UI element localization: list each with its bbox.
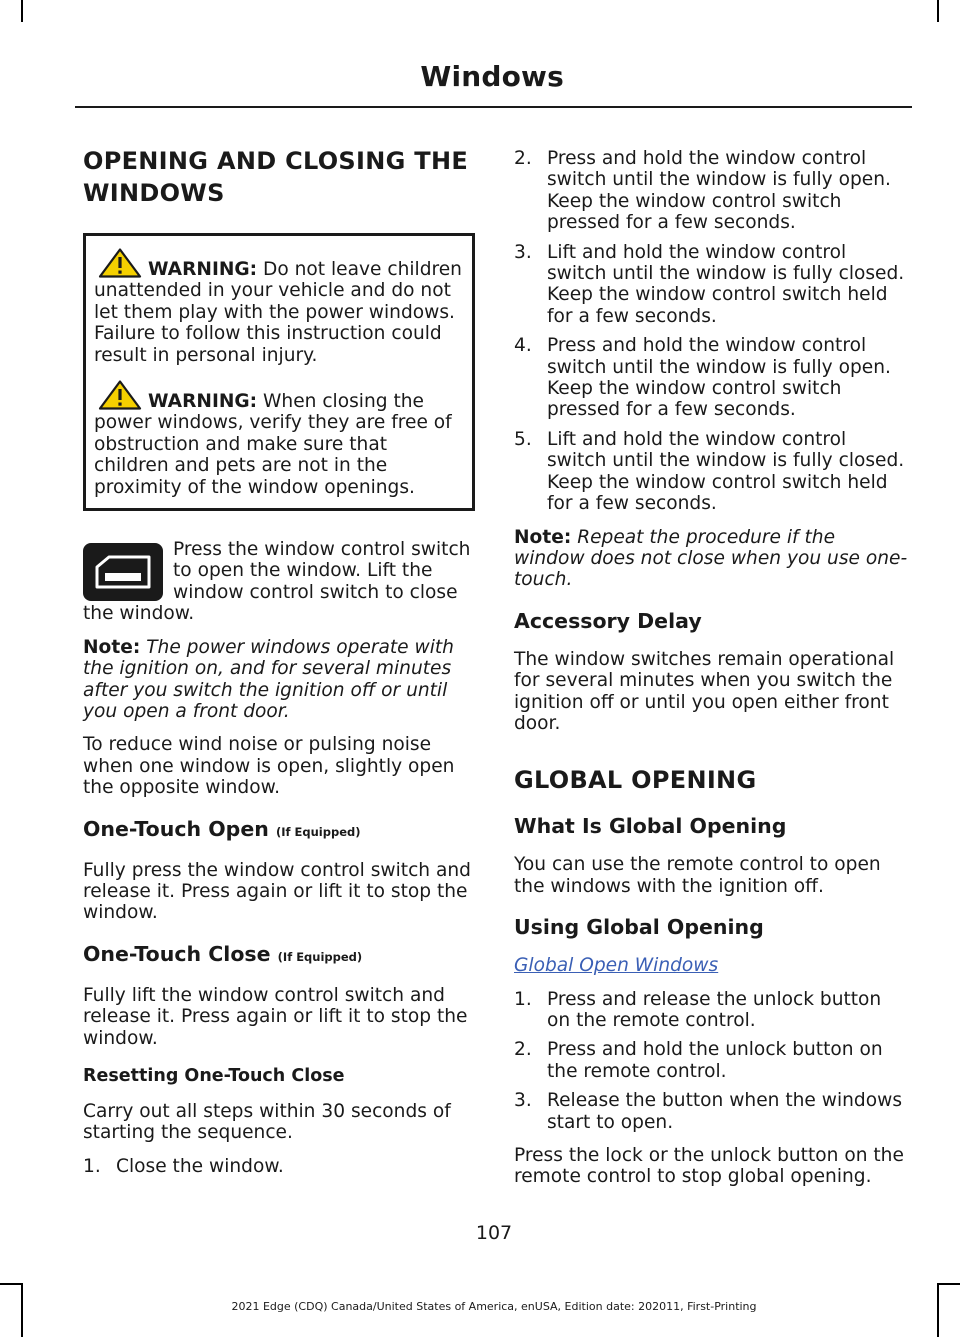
step-text: Release the button when the windows start to open. <box>547 1090 903 1133</box>
note-2-text: Repeat the procedure if the window does not close when you use one-touch. <box>514 526 908 591</box>
accessory-delay-paragraph: The window switches remain operational for several minutes when you switch the ignition off or until you open either front door. <box>514 648 895 734</box>
step-text: Lift and hold the window control switch until the window is fully closed. Keep the window control switch held for a few seconds. <box>547 428 905 515</box>
list-item <box>514 1039 910 1082</box>
page-number: 107 <box>475 1222 513 1244</box>
list-item <box>514 335 910 421</box>
footer-edition-text: 2021 Edge (CDQ) Canada/United States of America, enUSA, Edition date: 202011, First-Printing <box>231 1300 757 1313</box>
warning-1-label: WARNING: <box>148 259 258 280</box>
header-rule <box>75 106 912 108</box>
crop-mark-top-left <box>21 0 23 22</box>
one-touch-open-paragraph: Fully press the window control switch and release it. Press again or lift it to stop the window. <box>83 859 471 924</box>
note-2-label: Note: <box>514 526 572 548</box>
heading-what-is-global-opening: What Is Global Opening <box>514 814 787 839</box>
step-number: 4. <box>514 335 532 357</box>
crop-mark-bottom-right-h <box>938 1283 960 1285</box>
reset-steps-list-continued <box>514 148 910 515</box>
heading-accessory-delay: Accessory Delay <box>514 608 702 633</box>
warning-1-text: Do not leave children unattended in your vehicle and do not let them play with the power windows. Failure to follow this instruction could result in personal injury. <box>94 259 462 366</box>
what-is-paragraph: You can use the remote control to open the windows with the ignition off. <box>514 854 881 897</box>
note-2 <box>514 527 910 591</box>
list-item <box>514 989 910 1032</box>
warning-2-label: WARNING: <box>148 391 258 413</box>
step-number: 1. <box>83 1155 101 1177</box>
step-number: 3. <box>514 241 532 263</box>
warning-triangle-icon <box>98 380 142 410</box>
heading-one-touch-close <box>83 942 475 969</box>
heading-resetting-one-touch-close: Resetting One-Touch Close <box>83 1065 345 1086</box>
one-touch-close-paragraph: Fully lift the window control switch and release it. Press again or lift it to stop the window. <box>83 984 468 1049</box>
step-number: 3. <box>514 1090 532 1112</box>
global-steps-list <box>514 989 910 1133</box>
warning-2-text: When closing the power windows, verify they are free of obstruction and make sure that children and pets are not in the proximity of the window openings. <box>94 391 452 498</box>
warning-box <box>83 233 475 511</box>
list-item <box>514 242 910 328</box>
wind-noise-paragraph: To reduce wind noise or pulsing noise when one window is open, slightly open the opposite window. <box>83 734 455 799</box>
step-number: 2. <box>514 1039 532 1061</box>
heading-using-global-opening: Using Global Opening <box>514 915 764 940</box>
resetting-paragraph: Carry out all steps within 30 seconds of starting the sequence. <box>83 1100 451 1144</box>
step-text: Press and release the unlock button on the remote control. <box>547 988 882 1031</box>
window-switch-text: Press the window control switch to open the window. Lift the window control switch to close the window. <box>83 539 471 625</box>
window-switch-icon <box>83 543 163 601</box>
crop-mark-bottom-left-h <box>0 1283 22 1285</box>
note-1 <box>83 637 475 723</box>
heading-one-touch-open-text: One-Touch Open <box>83 816 269 841</box>
step-text: Lift and hold the window control switch until the window is fully closed. Keep the window control switch held for a few seconds. <box>547 241 905 327</box>
heading-one-touch-open <box>83 817 475 844</box>
stop-global-opening-paragraph: Press the lock or the unlock button on the remote control to stop global opening. <box>514 1145 904 1188</box>
list-item <box>514 429 910 515</box>
step-text: Press and hold the window control switch until the window is fully open. Keep the window control switch pressed for a few seconds. <box>547 335 891 421</box>
note-1-text: The power windows operate with the ignition on, and for several minutes after you switch the ignition off or until you open a front door. <box>83 636 454 722</box>
warning-2 <box>94 380 464 498</box>
step-text: Close the window. <box>116 1155 284 1177</box>
global-open-windows-link[interactable]: Global Open Windows <box>514 955 719 977</box>
section-title-opening-closing: OPENING AND CLOSING THE WINDOWS <box>83 147 469 207</box>
step-number: 2. <box>514 148 532 169</box>
crop-mark-top-right <box>937 0 939 22</box>
page-header-title: Windows <box>420 60 564 93</box>
if-equipped-label: (If Equipped) <box>275 824 361 839</box>
if-equipped-label: (If Equipped) <box>277 949 363 964</box>
step-number: 1. <box>514 988 532 1010</box>
reset-steps-list-start <box>83 1156 475 1177</box>
heading-one-touch-close-text: One-Touch Close <box>83 941 271 966</box>
list-item <box>514 1090 910 1133</box>
note-1-label: Note: <box>83 636 141 658</box>
step-text: Press and hold the unlock button on the remote control. <box>547 1039 883 1082</box>
list-item <box>83 1156 475 1177</box>
step-text: Press and hold the window control switch until the window is fully open. Keep the window control switch pressed for a few seconds. <box>547 148 891 234</box>
warning-1 <box>94 248 464 366</box>
warning-triangle-icon <box>98 248 142 278</box>
right-column <box>514 148 910 1200</box>
list-item <box>514 148 910 234</box>
left-column <box>83 145 475 1189</box>
section-title-global-opening: GLOBAL OPENING <box>514 766 757 795</box>
window-switch-paragraph <box>83 539 475 625</box>
step-number: 5. <box>514 428 532 450</box>
global-open-windows-link-para <box>514 955 910 976</box>
